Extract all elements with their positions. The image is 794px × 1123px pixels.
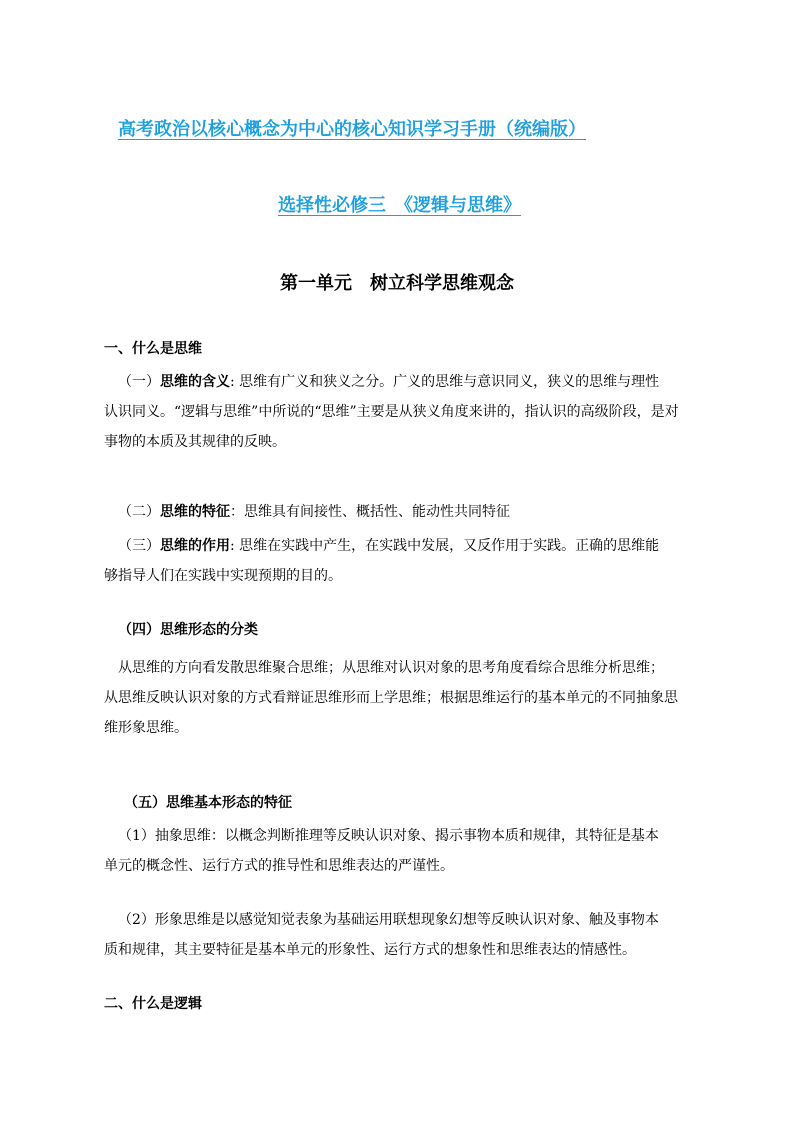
paragraph-thinking-features bbox=[104, 497, 724, 527]
paragraph-abstract-thinking bbox=[104, 821, 724, 881]
paragraph-image-thinking bbox=[104, 905, 724, 965]
item-bold-term: 思维的含义 bbox=[160, 374, 230, 390]
section-heading-what-is-logic: 二、什么是逻辑 bbox=[104, 996, 202, 1012]
text-line: 维形象思维。 bbox=[104, 720, 188, 736]
item-bold-term: 思维的作用 bbox=[160, 538, 230, 554]
item-prefix: （三） bbox=[118, 538, 160, 554]
text-line: （2）形象思维是以感觉知觉表象为基础运用联想现象幻想等反映认识对象、触及事物本 bbox=[118, 912, 659, 928]
paragraph-thinking-role bbox=[104, 531, 724, 591]
item-bold-term: 思维的特征 bbox=[160, 504, 230, 520]
text-line: （1）抽象思维：以概念判断推理等反映认识对象、揭示事物本质和规律，其特征是基本 bbox=[118, 828, 659, 844]
subheading-basic-form-features: （五）思维基本形态的特征 bbox=[124, 795, 292, 811]
text-line: 从思维反映认识对象的方式看辩证思维形而上学思维；根据思维运行的基本单元的不同抽象思 bbox=[104, 690, 678, 706]
text-line: 质和规律，其主要特征是基本单元的形象性、运行方式的想象性和思维表达的情感性。 bbox=[104, 942, 636, 958]
text-line: : 思维在实践中产生，在实践中发展，又反作用于实践。正确的思维能 bbox=[230, 538, 660, 554]
item-prefix: （一） bbox=[118, 374, 160, 390]
document-subtitle[interactable]: 选择性必修三 《逻辑与思维》 bbox=[278, 195, 521, 216]
text-line: 单元的概念性、运行方式的推导性和思维表达的严谨性。 bbox=[104, 858, 454, 874]
text-line: 从思维的方向看发散思维聚合思维；从思维对认识对象的思考角度看综合思维分析思维； bbox=[118, 660, 664, 676]
document-title[interactable]: 高考政治以核心概念为中心的核心知识学习手册（统编版） bbox=[118, 119, 586, 140]
section-heading-what-is-thinking: 一、什么是思维 bbox=[104, 341, 202, 357]
text-line: : 思维有广义和狭义之分。广义的思维与意识同义，狭义的思维与理性 bbox=[230, 374, 660, 390]
subheading-thinking-forms: （四）思维形态的分类 bbox=[118, 622, 258, 638]
text-line: 认识同义。“逻辑与思维”中所说的“思维”主要是从狭义角度来讲的，指认识的高级阶段，是对 bbox=[104, 404, 679, 420]
text-line: 事物的本质及其规律的反映。 bbox=[104, 434, 286, 450]
text-line: 够指导人们在实践中实现预期的目的。 bbox=[104, 568, 342, 584]
paragraph-thinking-meaning bbox=[104, 367, 724, 457]
paragraph-thinking-forms bbox=[104, 653, 724, 743]
text-line: ：思维具有间接性、概括性、能动性共同特征 bbox=[230, 504, 510, 520]
item-prefix: （二） bbox=[118, 504, 160, 520]
unit-heading: 第一单元 树立科学思维观念 bbox=[280, 273, 514, 294]
